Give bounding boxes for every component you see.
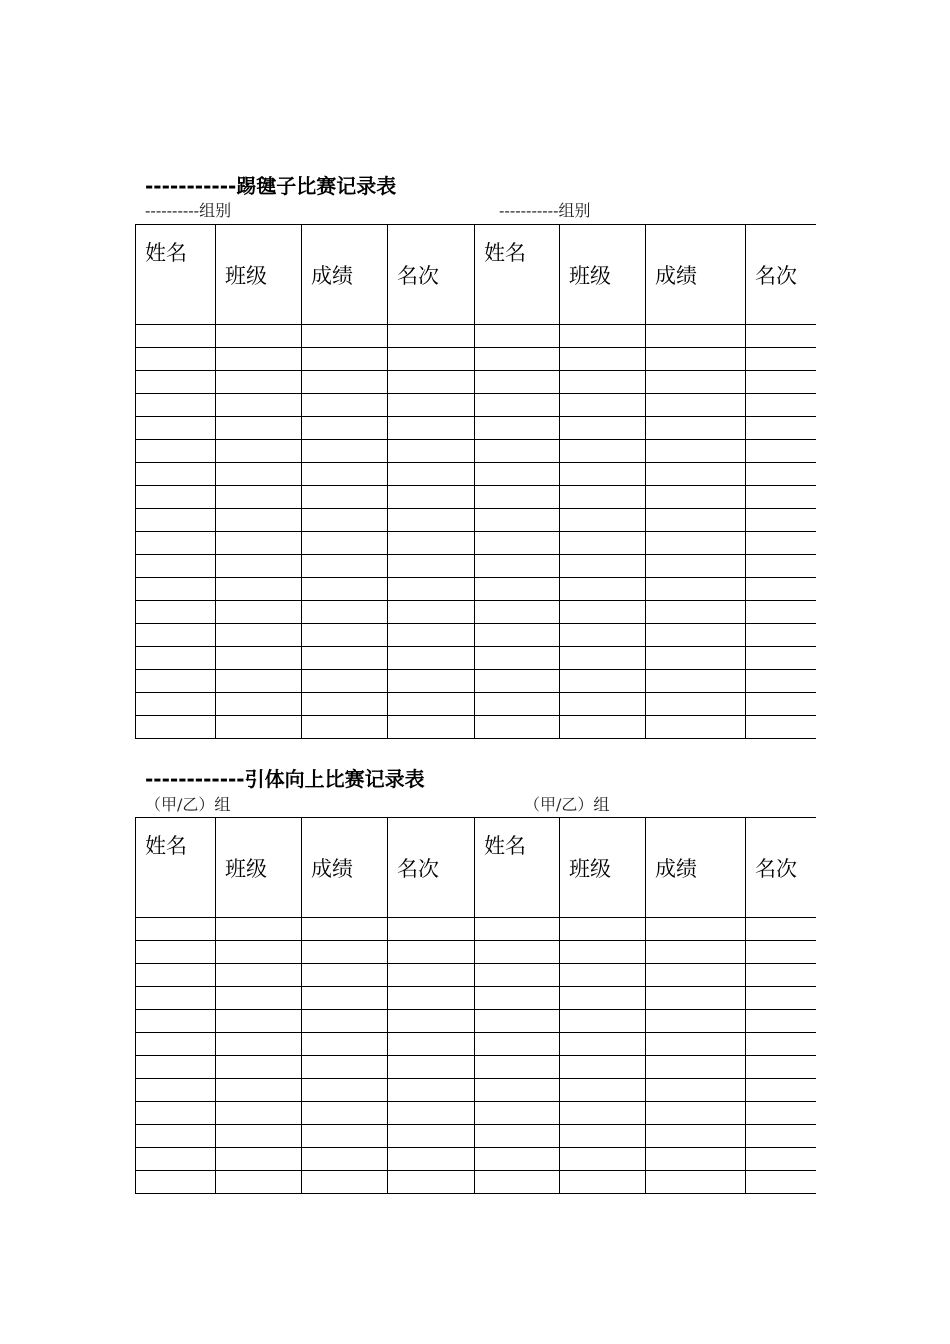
table-cell: [388, 325, 475, 348]
table-cell: [475, 417, 560, 440]
table-cell: [560, 624, 646, 647]
table-cell: [388, 670, 475, 693]
table-cell: [646, 918, 746, 941]
table-cell: [646, 555, 746, 578]
table-cell: [388, 463, 475, 486]
table-cell: [475, 509, 560, 532]
table-cell: [646, 532, 746, 555]
table-cell: [136, 371, 216, 394]
table-cell: [475, 987, 560, 1010]
table-cell: [560, 1102, 646, 1125]
table-cell: [216, 1148, 302, 1171]
table-cell: [388, 578, 475, 601]
table-row: [136, 463, 816, 486]
table-row: [136, 417, 816, 440]
table-cell: [302, 1125, 388, 1148]
table-cell: [136, 624, 216, 647]
table-cell: [302, 417, 388, 440]
table-cell: [475, 918, 560, 941]
table-cell: [560, 440, 646, 463]
table-cell: [388, 486, 475, 509]
table-cell: [302, 918, 388, 941]
header-cell-rank: 名次: [746, 818, 816, 918]
table-cell: [475, 601, 560, 624]
table-cell: [216, 555, 302, 578]
table-cell: [746, 693, 816, 716]
table-cell: [646, 371, 746, 394]
table-cell: [646, 325, 746, 348]
table-cell: [475, 1148, 560, 1171]
table-cell: [302, 578, 388, 601]
table-cell: [646, 1125, 746, 1148]
table-cell: [216, 348, 302, 371]
table1-record-table: [135, 224, 816, 739]
table-cell: [746, 941, 816, 964]
table-cell: [746, 440, 816, 463]
table-cell: [388, 440, 475, 463]
table-cell: [136, 670, 216, 693]
table-row: [136, 693, 816, 716]
table-cell: [302, 624, 388, 647]
table-cell: [302, 463, 388, 486]
table-cell: [216, 463, 302, 486]
table-cell: [475, 1079, 560, 1102]
table-cell: [746, 1171, 816, 1194]
table-cell: [216, 1010, 302, 1033]
table2-record-table: [135, 817, 816, 1194]
table-cell: [475, 647, 560, 670]
table-cell: [475, 371, 560, 394]
table-cell: [136, 987, 216, 1010]
table-row: [136, 624, 816, 647]
table-cell: [136, 1102, 216, 1125]
table-cell: [136, 463, 216, 486]
table-row: [136, 1033, 816, 1056]
table-row: [136, 1148, 816, 1171]
table-row: [136, 1010, 816, 1033]
table-cell: [388, 1079, 475, 1102]
table-cell: [475, 325, 560, 348]
table-cell: [560, 1171, 646, 1194]
table-cell: [302, 716, 388, 739]
table-cell: [560, 941, 646, 964]
table-cell: [136, 1010, 216, 1033]
table-cell: [560, 578, 646, 601]
table-cell: [746, 987, 816, 1010]
table-cell: [746, 624, 816, 647]
table-row: [136, 1056, 816, 1079]
header-cell-score: 成绩: [302, 225, 388, 325]
header-cell-score: 成绩: [646, 818, 746, 918]
table-cell: [136, 394, 216, 417]
table-row: [136, 941, 816, 964]
table-cell: [646, 394, 746, 417]
table-cell: [475, 348, 560, 371]
table-cell: [216, 670, 302, 693]
table-cell: [216, 964, 302, 987]
table-cell: [646, 509, 746, 532]
table-cell: [475, 1056, 560, 1079]
table-cell: [746, 964, 816, 987]
table-cell: [216, 1171, 302, 1194]
table-cell: [216, 693, 302, 716]
table-cell: [216, 1033, 302, 1056]
table-cell: [646, 1148, 746, 1171]
table-cell: [560, 716, 646, 739]
table-cell: [216, 1102, 302, 1125]
table-cell: [560, 670, 646, 693]
table-row: [136, 964, 816, 987]
header-cell-name: 姓名: [475, 818, 560, 918]
table-cell: [746, 918, 816, 941]
table-cell: [475, 1033, 560, 1056]
table-cell: [646, 716, 746, 739]
table-cell: [746, 1010, 816, 1033]
table-cell: [302, 394, 388, 417]
header-cell-name: 姓名: [475, 225, 560, 325]
table-cell: [136, 964, 216, 987]
table-cell: [302, 964, 388, 987]
table-cell: [475, 463, 560, 486]
table-cell: [302, 440, 388, 463]
table-cell: [216, 941, 302, 964]
table-cell: [388, 555, 475, 578]
table-cell: [136, 716, 216, 739]
table-cell: [746, 716, 816, 739]
table-row: [136, 394, 816, 417]
table-cell: [560, 463, 646, 486]
table-row: [136, 670, 816, 693]
table-cell: [646, 941, 746, 964]
table-cell: [302, 555, 388, 578]
table-cell: [560, 987, 646, 1010]
table-row: [136, 1079, 816, 1102]
table-cell: [560, 486, 646, 509]
table-cell: [388, 693, 475, 716]
table-row: [136, 325, 816, 348]
table-cell: [136, 601, 216, 624]
table-cell: [746, 1079, 816, 1102]
table-cell: [216, 394, 302, 417]
table-cell: [302, 1056, 388, 1079]
table-cell: [746, 578, 816, 601]
table-cell: [136, 486, 216, 509]
table-cell: [746, 555, 816, 578]
table-cell: [560, 1056, 646, 1079]
header-cell-name: 姓名: [136, 818, 216, 918]
table-cell: [216, 624, 302, 647]
table-cell: [560, 1033, 646, 1056]
header-cell-class: 班级: [216, 225, 302, 325]
table-cell: [475, 670, 560, 693]
table-cell: [302, 325, 388, 348]
table-cell: [560, 647, 646, 670]
table-row: [136, 440, 816, 463]
table-cell: [746, 1056, 816, 1079]
table-cell: [388, 1125, 475, 1148]
table-cell: [746, 486, 816, 509]
table-cell: [216, 532, 302, 555]
table-cell: [388, 647, 475, 670]
table-cell: [746, 394, 816, 417]
table-cell: [560, 555, 646, 578]
table-cell: [475, 578, 560, 601]
table-cell: [136, 509, 216, 532]
table-cell: [302, 371, 388, 394]
table-cell: [388, 987, 475, 1010]
table-cell: [646, 417, 746, 440]
table-cell: [560, 601, 646, 624]
table-cell: [136, 693, 216, 716]
table-cell: [746, 601, 816, 624]
table-cell: [216, 486, 302, 509]
table-cell: [475, 1171, 560, 1194]
table-cell: [746, 647, 816, 670]
table-cell: [302, 1171, 388, 1194]
table-cell: [302, 509, 388, 532]
table-cell: [302, 486, 388, 509]
table-cell: [136, 1079, 216, 1102]
table-cell: [136, 1171, 216, 1194]
table-cell: [646, 964, 746, 987]
table-row: [136, 716, 816, 739]
table2-group-left: （甲/乙）组: [145, 795, 231, 814]
table-cell: [475, 941, 560, 964]
table-row: [136, 1171, 816, 1194]
table-cell: [302, 670, 388, 693]
header-cell-score: 成绩: [646, 225, 746, 325]
table-cell: [302, 532, 388, 555]
header-cell-rank: 名次: [388, 818, 475, 918]
table-cell: [216, 918, 302, 941]
table-cell: [216, 440, 302, 463]
table-cell: [646, 624, 746, 647]
table-cell: [388, 716, 475, 739]
table-cell: [646, 1171, 746, 1194]
table-cell: [560, 1010, 646, 1033]
header-cell-score: 成绩: [302, 818, 388, 918]
table-cell: [216, 417, 302, 440]
table-cell: [136, 1033, 216, 1056]
table-cell: [302, 348, 388, 371]
table-row: [136, 371, 816, 394]
table-cell: [216, 509, 302, 532]
table-cell: [646, 670, 746, 693]
table-cell: [560, 1148, 646, 1171]
table1-group-left: ----------组别: [145, 201, 232, 220]
table1-group-right: -----------组别: [499, 201, 591, 220]
table-cell: [302, 1010, 388, 1033]
table-cell: [475, 964, 560, 987]
table-cell: [475, 1102, 560, 1125]
table-cell: [216, 325, 302, 348]
table-cell: [136, 1125, 216, 1148]
table2-group-right: （甲/乙）组: [524, 795, 610, 814]
table-row: [136, 987, 816, 1010]
table-cell: [216, 371, 302, 394]
table-cell: [646, 1033, 746, 1056]
table-cell: [388, 1171, 475, 1194]
header-cell-name: 姓名: [136, 225, 216, 325]
table-cell: [560, 918, 646, 941]
table-cell: [388, 509, 475, 532]
table-cell: [560, 348, 646, 371]
table-cell: [388, 918, 475, 941]
table-cell: [136, 417, 216, 440]
table-cell: [136, 440, 216, 463]
header-cell-rank: 名次: [388, 225, 475, 325]
table-cell: [560, 532, 646, 555]
table-cell: [746, 670, 816, 693]
table-cell: [136, 1148, 216, 1171]
table-cell: [136, 918, 216, 941]
table-cell: [646, 987, 746, 1010]
table-cell: [302, 1148, 388, 1171]
table-cell: [646, 693, 746, 716]
table-cell: [746, 509, 816, 532]
table-cell: [560, 964, 646, 987]
table-cell: [560, 1079, 646, 1102]
table-cell: [475, 394, 560, 417]
table-cell: [646, 486, 746, 509]
table-row: [136, 578, 816, 601]
table-cell: [646, 601, 746, 624]
table-cell: [136, 532, 216, 555]
table-cell: [475, 693, 560, 716]
table-cell: [746, 463, 816, 486]
header-cell-class: 班级: [216, 818, 302, 918]
table-cell: [475, 440, 560, 463]
table-cell: [388, 1102, 475, 1125]
table-cell: [216, 1079, 302, 1102]
table-cell: [216, 716, 302, 739]
table-cell: [388, 394, 475, 417]
table-cell: [216, 578, 302, 601]
table-cell: [646, 463, 746, 486]
table-row: [136, 601, 816, 624]
table-cell: [388, 1033, 475, 1056]
table-cell: [388, 417, 475, 440]
table-cell: [475, 716, 560, 739]
table-row: [136, 532, 816, 555]
table-cell: [646, 578, 746, 601]
table-cell: [216, 601, 302, 624]
table-cell: [136, 1056, 216, 1079]
table-cell: [560, 417, 646, 440]
table-cell: [560, 693, 646, 716]
table-cell: [646, 440, 746, 463]
table-cell: [646, 647, 746, 670]
table-cell: [646, 348, 746, 371]
table-row: [136, 1125, 816, 1148]
table-cell: [646, 1010, 746, 1033]
table-row: [136, 1102, 816, 1125]
table-cell: [302, 1079, 388, 1102]
table-row: [136, 509, 816, 532]
table-cell: [136, 647, 216, 670]
table1-header-row: [136, 225, 816, 325]
table-cell: [475, 486, 560, 509]
header-cell-class: 班级: [560, 818, 646, 918]
table-cell: [388, 1010, 475, 1033]
table-cell: [136, 941, 216, 964]
table-cell: [746, 1033, 816, 1056]
table-cell: [746, 1148, 816, 1171]
table-row: [136, 647, 816, 670]
table-row: [136, 555, 816, 578]
table-cell: [302, 647, 388, 670]
table-cell: [136, 348, 216, 371]
table-cell: [475, 1125, 560, 1148]
table-cell: [646, 1056, 746, 1079]
table-cell: [746, 1102, 816, 1125]
table-row: [136, 918, 816, 941]
table-row: [136, 348, 816, 371]
table-cell: [746, 1125, 816, 1148]
table-cell: [302, 1102, 388, 1125]
table-cell: [136, 555, 216, 578]
table-cell: [475, 532, 560, 555]
table-cell: [646, 1079, 746, 1102]
table-cell: [560, 394, 646, 417]
table-cell: [302, 1033, 388, 1056]
table-cell: [746, 532, 816, 555]
table-cell: [388, 941, 475, 964]
table-cell: [646, 1102, 746, 1125]
table-cell: [746, 348, 816, 371]
table-cell: [216, 1056, 302, 1079]
table-cell: [216, 987, 302, 1010]
table-cell: [388, 1056, 475, 1079]
header-cell-class: 班级: [560, 225, 646, 325]
table-cell: [216, 1125, 302, 1148]
table-cell: [302, 693, 388, 716]
table-cell: [560, 1125, 646, 1148]
table-cell: [302, 601, 388, 624]
table-cell: [302, 987, 388, 1010]
table2-header-row: [136, 818, 816, 918]
header-cell-rank: 名次: [746, 225, 816, 325]
table-cell: [302, 941, 388, 964]
table-row: [136, 486, 816, 509]
table-cell: [136, 578, 216, 601]
table-cell: [388, 624, 475, 647]
table-cell: [746, 417, 816, 440]
table-cell: [388, 964, 475, 987]
table-cell: [216, 647, 302, 670]
table-cell: [475, 555, 560, 578]
table-cell: [560, 509, 646, 532]
table-cell: [388, 532, 475, 555]
table-cell: [388, 348, 475, 371]
table-cell: [136, 325, 216, 348]
table-cell: [560, 325, 646, 348]
table-cell: [388, 371, 475, 394]
table-cell: [388, 601, 475, 624]
table-cell: [475, 624, 560, 647]
table-cell: [746, 371, 816, 394]
table-cell: [746, 325, 816, 348]
table-cell: [388, 1148, 475, 1171]
table1-title: -----------踢毽子比赛记录表: [145, 174, 397, 198]
table-cell: [560, 371, 646, 394]
table-cell: [475, 1010, 560, 1033]
table2-title: ------------引体向上比赛记录表: [145, 767, 425, 791]
